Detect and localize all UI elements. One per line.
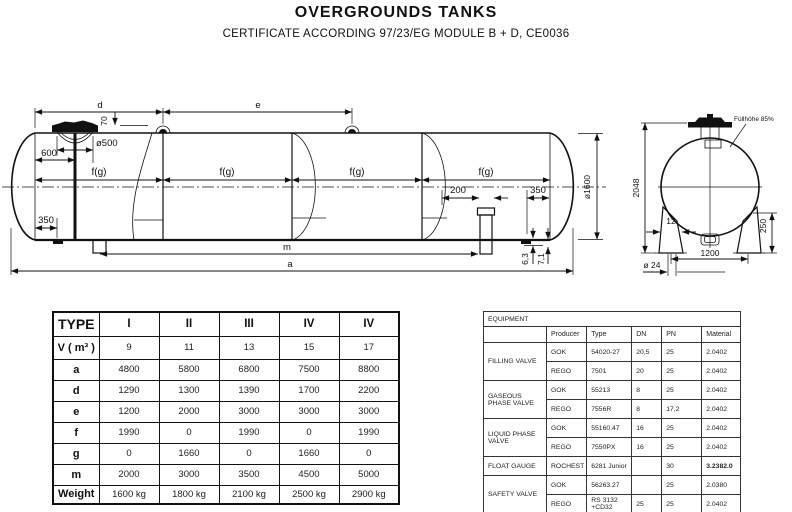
eq-type: 6281 Junior [587, 457, 632, 476]
sump-pipe [478, 208, 495, 254]
eq-producer: REGO [547, 495, 587, 512]
cell: 4500 [279, 464, 339, 485]
dim-label-350-right: 350 [530, 185, 546, 196]
eq-pn: 25 [662, 381, 702, 400]
row-d [53, 380, 399, 401]
cell: 11 [159, 336, 219, 359]
equipment-table [483, 311, 741, 512]
eq-row-float-gauge [484, 457, 741, 476]
eq-pn: 17,2 [662, 400, 702, 419]
eq-dn: 20,5 [632, 343, 662, 362]
cell: 1200 [99, 401, 159, 422]
eq-group-float-gauge: FLOAT GAUGE [484, 457, 547, 476]
cell: 0 [159, 422, 219, 443]
cell: 5000 [339, 464, 399, 485]
eq-group-safety-valve: SAFETY VALVE [484, 476, 547, 512]
dim-label-70: 70 [99, 116, 109, 126]
eq-pn: 25 [662, 495, 702, 512]
cell: 1660 [279, 443, 339, 464]
cell: 15 [279, 336, 339, 359]
type-table-title: TYPE [53, 312, 99, 336]
dim-label-7-1: 7,1 [536, 253, 546, 265]
dim-label-m: m [283, 242, 291, 253]
cell: 2000 [99, 464, 159, 485]
cell: 3000 [159, 464, 219, 485]
dim-label-e: e [255, 100, 261, 111]
type-col-III: III [219, 312, 279, 336]
eq-header-blank [484, 327, 547, 343]
type-dimension-table [52, 311, 400, 505]
eq-header-material: Material [702, 327, 741, 343]
eq-type: 55160.47 [587, 419, 632, 438]
dim-label-2048: 2048 [631, 178, 641, 198]
dim-label-fg-4: f(g) [478, 167, 494, 178]
tank-technical-drawing [0, 68, 792, 308]
row-weight [53, 485, 399, 504]
certificate-subtitle: CERTIFICATE ACCORDING 97/23/EG MODULE B + D, CE0036 [222, 28, 570, 40]
bottom-nozzle [93, 240, 106, 253]
row-g [53, 443, 399, 464]
eq-producer: REGO [547, 400, 587, 419]
dim-label-fg-2: f(g) [219, 167, 235, 178]
eq-group-gaseous-phase-valve: GASEOUS PHASE VALVE [484, 381, 547, 419]
cell: 0 [99, 443, 159, 464]
cell: 7500 [279, 359, 339, 380]
fill-level-sensor [705, 140, 721, 148]
cell: 3000 [339, 401, 399, 422]
row-label-a: a [53, 359, 99, 380]
cell: 1990 [339, 422, 399, 443]
eq-group-filling-valve: FILLING VALVE [484, 343, 547, 381]
eq-material: 2.0402 [702, 381, 741, 400]
eq-dn: 8 [632, 381, 662, 400]
eq-producer: GOK [547, 476, 587, 495]
cell: 9 [99, 336, 159, 359]
row-label-g: g [53, 443, 99, 464]
eq-type: 55213 [587, 381, 632, 400]
eq-row-filling-gok [484, 343, 741, 362]
equipment-title-row [484, 312, 741, 327]
dim-label-dia24: ø 24 [643, 260, 661, 270]
dim-label-d: d [97, 100, 103, 111]
bottom-fitting-mark [521, 240, 531, 244]
dim-label-1200: 1200 [700, 248, 720, 258]
eq-producer: ROCHEST [547, 457, 587, 476]
cell: 2100 kg [219, 485, 279, 504]
row-f [53, 422, 399, 443]
row-label-d: d [53, 380, 99, 401]
cell: 5800 [159, 359, 219, 380]
cell: 1990 [219, 422, 279, 443]
eq-type: 7556R [587, 400, 632, 419]
cell: 1990 [99, 422, 159, 443]
cell: 0 [339, 443, 399, 464]
eq-type: 56263.27 [587, 476, 632, 495]
row-e [53, 401, 399, 422]
eq-type: 7501 [587, 362, 632, 381]
dim-label-a: a [287, 259, 293, 270]
dim-label-250: 250 [758, 218, 768, 234]
eq-producer: REGO [547, 438, 587, 457]
type-col-IV: IV [279, 312, 339, 336]
cell: 1390 [219, 380, 279, 401]
cell: 2500 kg [279, 485, 339, 504]
cell: 2000 [159, 401, 219, 422]
eq-pn: 30 [662, 457, 702, 476]
equipment-title: EQUIPMENT [484, 312, 741, 327]
row-m [53, 464, 399, 485]
eq-dn: 25 [632, 495, 662, 512]
cell: 1290 [99, 380, 159, 401]
eq-row-gaseous-gok [484, 381, 741, 400]
support-foot [53, 240, 63, 244]
eq-producer: GOK [547, 419, 587, 438]
tank-end-view [631, 114, 777, 276]
eq-dn: 8 [632, 400, 662, 419]
eq-pn: 25 [662, 438, 702, 457]
dim-label-12: 12 [666, 216, 676, 226]
dim-label-200: 200 [450, 185, 466, 196]
top-fitting-1 [156, 126, 170, 133]
eq-type: 7550PX [587, 438, 632, 457]
cell: 13 [219, 336, 279, 359]
dim-label-600: 600 [41, 148, 57, 159]
eq-dn: 16 [632, 438, 662, 457]
manhole-cover [52, 121, 98, 133]
cell: 1300 [159, 380, 219, 401]
eq-dn: 16 [632, 419, 662, 438]
eq-material: 2.0402 [702, 343, 741, 362]
eq-material: 2.0380 [702, 476, 741, 495]
eq-material: 2.0402 [702, 400, 741, 419]
type-col-IV2: IV [339, 312, 399, 336]
cell: 3000 [219, 401, 279, 422]
eq-producer: GOK [547, 381, 587, 400]
eq-group-liquid-phase-valve: LIQUID PHASE VALVE [484, 419, 547, 457]
eq-dn [632, 457, 662, 476]
cell: 1800 kg [159, 485, 219, 504]
page-title: OVERGROUNDS TANKS [294, 4, 498, 21]
cell: 1600 kg [99, 485, 159, 504]
eq-row-safety-gok [484, 476, 741, 495]
row-label-f: f [53, 422, 99, 443]
dim-label-fg-1: f(g) [91, 167, 107, 178]
cell: 4800 [99, 359, 159, 380]
eq-type: RS 3132 +CD32 [587, 495, 632, 512]
cell: 0 [219, 443, 279, 464]
cell: 2900 kg [339, 485, 399, 504]
tank-side-view [2, 100, 606, 275]
eq-material: 2.0402 [702, 495, 741, 512]
left-leg [659, 207, 683, 253]
top-fitting-2 [345, 126, 359, 133]
row-label-e: e [53, 401, 99, 422]
row-label-m: m [53, 464, 99, 485]
cell: 3500 [219, 464, 279, 485]
type-col-II: II [159, 312, 219, 336]
type-col-I: I [99, 312, 159, 336]
eq-dn: 20 [632, 362, 662, 381]
eq-pn: 25 [662, 343, 702, 362]
eq-material: 3.2382.0 [702, 457, 741, 476]
eq-pn: 25 [662, 419, 702, 438]
eq-material: 2.0402 [702, 362, 741, 381]
eq-dn [632, 476, 662, 495]
eq-producer: REGO [547, 362, 587, 381]
dim-label-dia500: ø500 [96, 138, 118, 149]
eq-producer: GOK [547, 343, 587, 362]
fill-level-label: Füllhöhe 85% [734, 116, 774, 123]
cell: 17 [339, 336, 399, 359]
eq-header-producer: Producer [547, 327, 587, 343]
eq-row-liquid-gok [484, 419, 741, 438]
eq-type: 54020-27 [587, 343, 632, 362]
row-label-weight: Weight [53, 485, 99, 504]
row-a [53, 359, 399, 380]
eq-material: 2.0402 [702, 419, 741, 438]
cell: 0 [279, 422, 339, 443]
cell: 1700 [279, 380, 339, 401]
type-header-row [53, 312, 399, 336]
cell: 6800 [219, 359, 279, 380]
row-label-volume: V ( m³ ) [53, 336, 99, 359]
eq-material: 2.0402 [702, 438, 741, 457]
cell: 8800 [339, 359, 399, 380]
dim-label-350-left: 350 [38, 215, 54, 226]
cell: 2200 [339, 380, 399, 401]
eq-header-pn: PN [662, 327, 702, 343]
eq-header-dn: DN [632, 327, 662, 343]
dim-label-dia1600: ø1600 [582, 174, 592, 200]
eq-pn: 25 [662, 362, 702, 381]
cell: 1660 [159, 443, 219, 464]
dim-label-fg-3: f(g) [349, 167, 365, 178]
dim-label-6-3: 6,3 [520, 253, 530, 265]
equipment-header-row [484, 327, 741, 343]
eq-pn: 25 [662, 476, 702, 495]
eq-header-type: Type [587, 327, 632, 343]
row-volume [53, 336, 399, 359]
cell: 3000 [279, 401, 339, 422]
